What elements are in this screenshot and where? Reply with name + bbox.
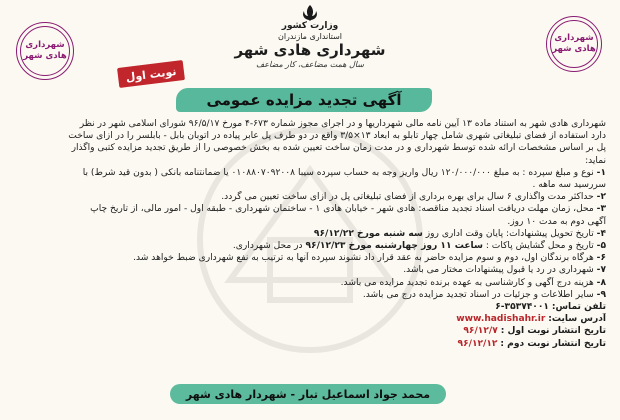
- stamp-text: شهرداری هادی شهر: [23, 39, 67, 61]
- second-publication: تاریخ انتشار نوبت دوم : ۹۶/۱۲/۱۲: [457, 338, 606, 349]
- condition-item: [18, 203, 606, 215]
- website-link[interactable]: www.hadishahr.ir: [456, 314, 546, 325]
- stamp-text: شهرداری هادی شهر: [552, 32, 596, 54]
- item-number: ۲-: [596, 192, 606, 203]
- municipality-name: شهرداری هادی شهر: [234, 41, 386, 59]
- first-publication: تاریخ انتشار نوبت اول : ۹۶/۱۲/۷: [463, 326, 606, 337]
- first-publication-date: ۹۶/۱۲/۷: [463, 326, 498, 337]
- item-text: هزینه درج آگهی و کارشناسی به عهده برنده تجدید مزایده می باشد.: [340, 277, 594, 288]
- item-text: محل، زمان مهلت دریافت اسناد تجدید مناقصه: هادی شهر - خیابان هادی ۱ - ساختمان شهرداری - طبقه اول - امور مالی، از تاریخ چاپ: [90, 204, 594, 215]
- item-number: ۸-: [596, 277, 606, 288]
- notice-title: آگهی تجدید مزایده عمومی: [176, 88, 432, 112]
- item-number: ۵-: [596, 241, 606, 252]
- iran-emblem-icon: [300, 4, 320, 22]
- signatory-name: محمد جواد اسماعیل تبار - شهردار هادی شهر: [185, 387, 431, 401]
- condition-continuation: آگهی دوم به مدت ۱۰ روز.: [507, 216, 606, 227]
- intro-line: پل بر اساس مشخصات ارائه شده توسط شهرداری و در مدت زمان ساخت تعیین شده به بخش خصوصی را از طریق تجدید مزایده کتبی واگذار: [71, 143, 606, 154]
- municipality-stamp-left: [16, 22, 74, 80]
- item-text: نوع و مبلغ سپرده : به مبلغ ۱۲۰/۰۰۰/۰۰۰ ریال واریز وجه به حساب سپرده سیبا ۰۱۰۸۸۰۷۰۹۲۰۰۸ یا ضمانتنامه بانکی ( بدون قید شرط) با: [82, 167, 594, 178]
- item-text: تاریخ و محل گشایش پاکات :: [485, 241, 594, 252]
- contact-phone: تلفن تماس: ۳۵۳۷۴۰۰۱-۶: [495, 302, 606, 313]
- item-number: ۷-: [596, 265, 606, 276]
- item-text: هرگاه برندگان اول، دوم و سوم مزایده حاضر به عقد قرار داد نشوند سپرده آنها به ترتیب به نفع شهرداری ضبط خواهد شد.: [133, 253, 594, 264]
- item-text: حداکثر مدت واگذاری ۶ سال برای بهره برداری از فضای تبلیغاتی پل در ازای ساخت تعیین می گردد.: [221, 192, 594, 203]
- item-number: ۱-: [596, 167, 606, 178]
- intro-line: نماید:: [585, 155, 606, 166]
- item-number: ۶-: [596, 253, 606, 264]
- opening-datetime: ساعت ۱۱ روز چهارشنبه مورخ ۹۶/۱۲/۲۳: [305, 241, 483, 252]
- condition-item: [18, 277, 606, 289]
- condition-item: [18, 289, 606, 301]
- intro-line: دارد استفاده از فضای تبلیغاتی شهری شامل چهار تابلو به ابعاد ۱۳×۳/۵ واقع در دو طرف پل عابر پیاده در اتوبان بابل - بابلسر را در ازای ساخت: [68, 131, 606, 142]
- condition-item: [18, 167, 606, 179]
- condition-item: [18, 240, 606, 252]
- phone-number: ۳۵۳۷۴۰۰۱-۶: [495, 302, 549, 313]
- condition-continuation: سررسید سه ماهه .: [532, 180, 606, 191]
- notice-body: [18, 118, 606, 350]
- condition-item: [18, 252, 606, 264]
- item-text-after: در محل شهرداری.: [232, 241, 303, 252]
- year-slogan: سال همت مضاعف، کار مضاعف: [256, 60, 364, 69]
- first-round-badge: نوبت اول: [117, 60, 185, 88]
- issuer-header: [200, 22, 420, 69]
- item-text: شهرداری در رد یا قبول پیشنهادات مختار می باشد.: [403, 265, 594, 276]
- condition-item: [18, 228, 606, 240]
- submission-deadline: سه شنبه مورخ ۹۶/۱۲/۲۲: [313, 228, 423, 239]
- governorate-name: استانداری مازندران: [277, 32, 343, 41]
- contact-website: آدرس سایت: www.hadishahr.ir: [456, 314, 606, 325]
- signatory-band: [170, 384, 446, 404]
- item-number: ۹-: [596, 289, 606, 300]
- municipality-stamp-right: [546, 16, 602, 72]
- intro-line: شهرداری هادی شهر به استناد ماده ۱۳ آیین نامه مالی شهرداریها و در اجرای مجوز شماره ۶۷۳-۴ مورخ ۹۶/۵/۱۷ شورای اسلامی شهر در نظر: [79, 119, 606, 129]
- item-number: ۴-: [596, 228, 606, 239]
- item-text: تاریخ تحویل پیشنهادات: پایان وقت اداری روز: [425, 228, 594, 239]
- condition-item: [18, 191, 606, 203]
- item-text: سایر اطلاعات و جزئیات در اسناد تجدید مزایده درج می باشد.: [362, 289, 594, 300]
- ministry-name: وزارت کشور: [281, 21, 339, 31]
- second-publication-date: ۹۶/۱۲/۱۲: [457, 338, 498, 349]
- condition-item: [18, 264, 606, 276]
- item-number: ۳-: [596, 204, 606, 215]
